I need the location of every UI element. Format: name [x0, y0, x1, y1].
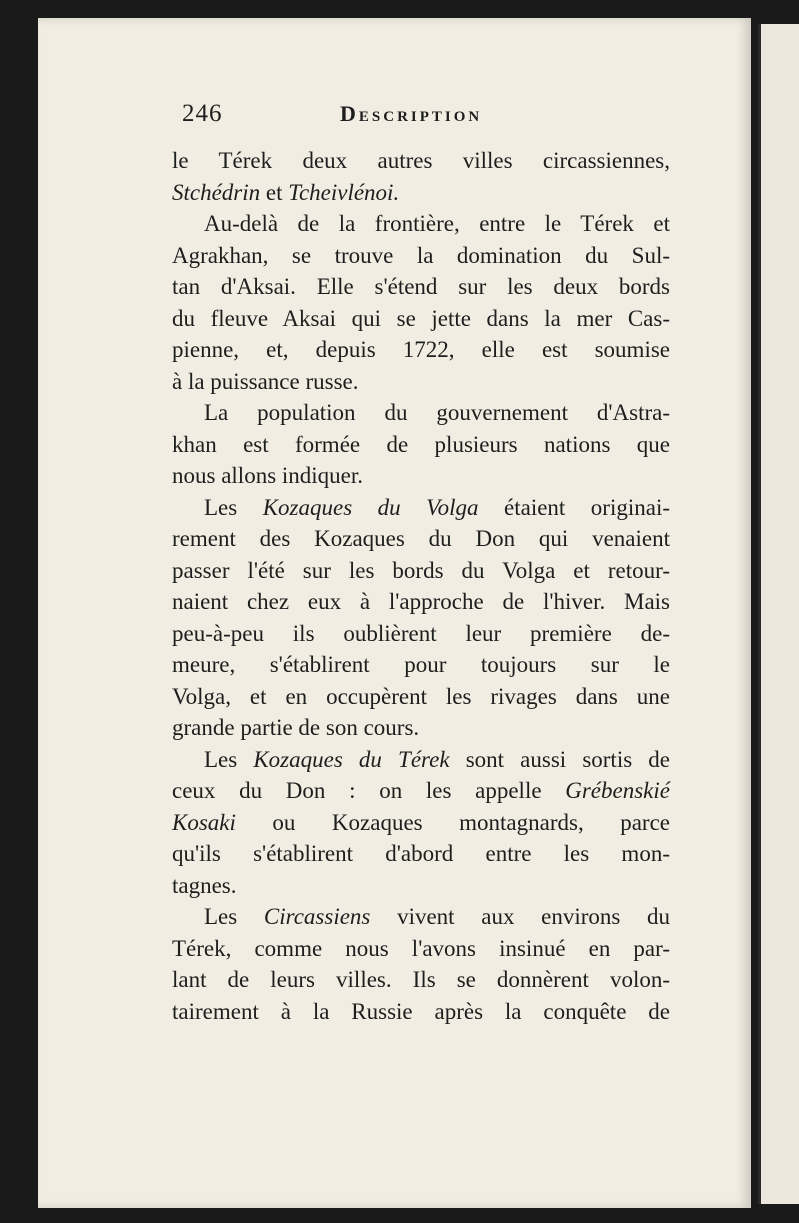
text-line [172, 208, 670, 240]
text-line [172, 586, 670, 618]
text-segment: pienne, et, depuis 1722, elle est soumise [172, 337, 670, 362]
text-segment: passer l'été sur les bords du Volga et retour- [172, 557, 670, 583]
text-line [172, 240, 670, 272]
text-line [172, 744, 670, 776]
page-header [182, 100, 682, 136]
text-line [172, 177, 670, 209]
italic-text: Tcheivlénoi. [288, 179, 400, 205]
page-number: 246 [182, 100, 223, 127]
text-segment: meure, s'établirent pour toujours sur le [172, 652, 670, 677]
text-segment: ou Kozaques montagnards, parce [235, 809, 670, 835]
text-segment: Térek, comme nous l'avons insinué en par- [172, 935, 670, 961]
text-line [172, 429, 670, 461]
text-segment: Les [204, 494, 263, 520]
italic-text: Stchédrin [172, 179, 261, 205]
text-segment: rement des Kozaques du Don qui venaient [172, 526, 670, 551]
text-segment: sont aussi sortis de [449, 746, 670, 772]
text-segment: nous allons indiquer. [172, 463, 364, 488]
text-segment: tairement à la Russie après la conquête de [172, 998, 670, 1024]
text-segment: étaient originai- [478, 494, 670, 520]
running-head: Description [340, 101, 483, 126]
text-segment: à la puissance russe. [172, 368, 359, 394]
text-line [172, 523, 670, 555]
text-line [172, 366, 670, 398]
text-segment: Au-delà de la frontière, entre le Térek et [204, 211, 670, 236]
text-segment: grande partie de son cours. [172, 715, 420, 740]
text-segment: naient chez eux à l'approche de l'hiver. Mais [172, 589, 670, 614]
text-line [172, 838, 670, 870]
text-segment: ceux du Don : on les appelle [172, 778, 566, 803]
text-line [172, 775, 670, 807]
text-segment: lant de leurs villes. Ils se donnèrent volon- [172, 967, 670, 992]
text-segment: khan est formée de plusieurs nations que [172, 431, 670, 457]
italic-text: Kozaques du Volga [262, 494, 479, 520]
text-segment: du fleuve Aksai qui se jette dans la mer Cas- [172, 305, 670, 331]
text-segment: tagnes. [172, 872, 237, 898]
text-line [172, 271, 670, 303]
text-segment: le Térek deux autres villes circassiennes, [172, 148, 670, 173]
text-line [172, 712, 670, 744]
text-line [172, 681, 670, 713]
text-segment: Volga, et en occupèrent les rivages dans une [172, 683, 670, 709]
text-line [172, 555, 670, 587]
text-line [172, 334, 670, 366]
text-line [172, 933, 670, 965]
text-line [172, 492, 670, 524]
italic-text: Circassiens [263, 904, 371, 929]
text-line [172, 397, 670, 429]
text-line [172, 807, 670, 839]
text-line [172, 618, 670, 650]
body-text [172, 145, 670, 1027]
adjacent-page-edge [758, 24, 799, 1204]
text-segment: peu-à-peu ils oublièrent leur première de- [172, 620, 670, 646]
text-line [172, 460, 670, 492]
text-segment: Agrakhan, se trouve la domination du Sul- [172, 242, 670, 268]
text-segment: Les [204, 904, 264, 929]
text-segment: et [260, 179, 289, 205]
text-line [172, 649, 670, 681]
italic-text: Kosaki [172, 809, 236, 835]
text-segment: tan d'Aksai. Elle s'étend sur les deux bords [172, 274, 670, 299]
text-segment: qu'ils s'établirent d'abord entre les mon- [172, 841, 670, 866]
text-line [172, 996, 670, 1028]
text-segment: vivent aux environs du [370, 904, 670, 929]
text-segment: Les [204, 746, 254, 772]
text-line [172, 303, 670, 335]
text-line [172, 870, 670, 902]
text-line [172, 901, 670, 933]
italic-text: Kozaques du Térek [253, 746, 450, 772]
text-line [172, 145, 670, 177]
text-segment: La population du gouvernement d'Astra- [204, 400, 670, 425]
italic-text: Grébenskié [565, 778, 670, 803]
text-line [172, 964, 670, 996]
